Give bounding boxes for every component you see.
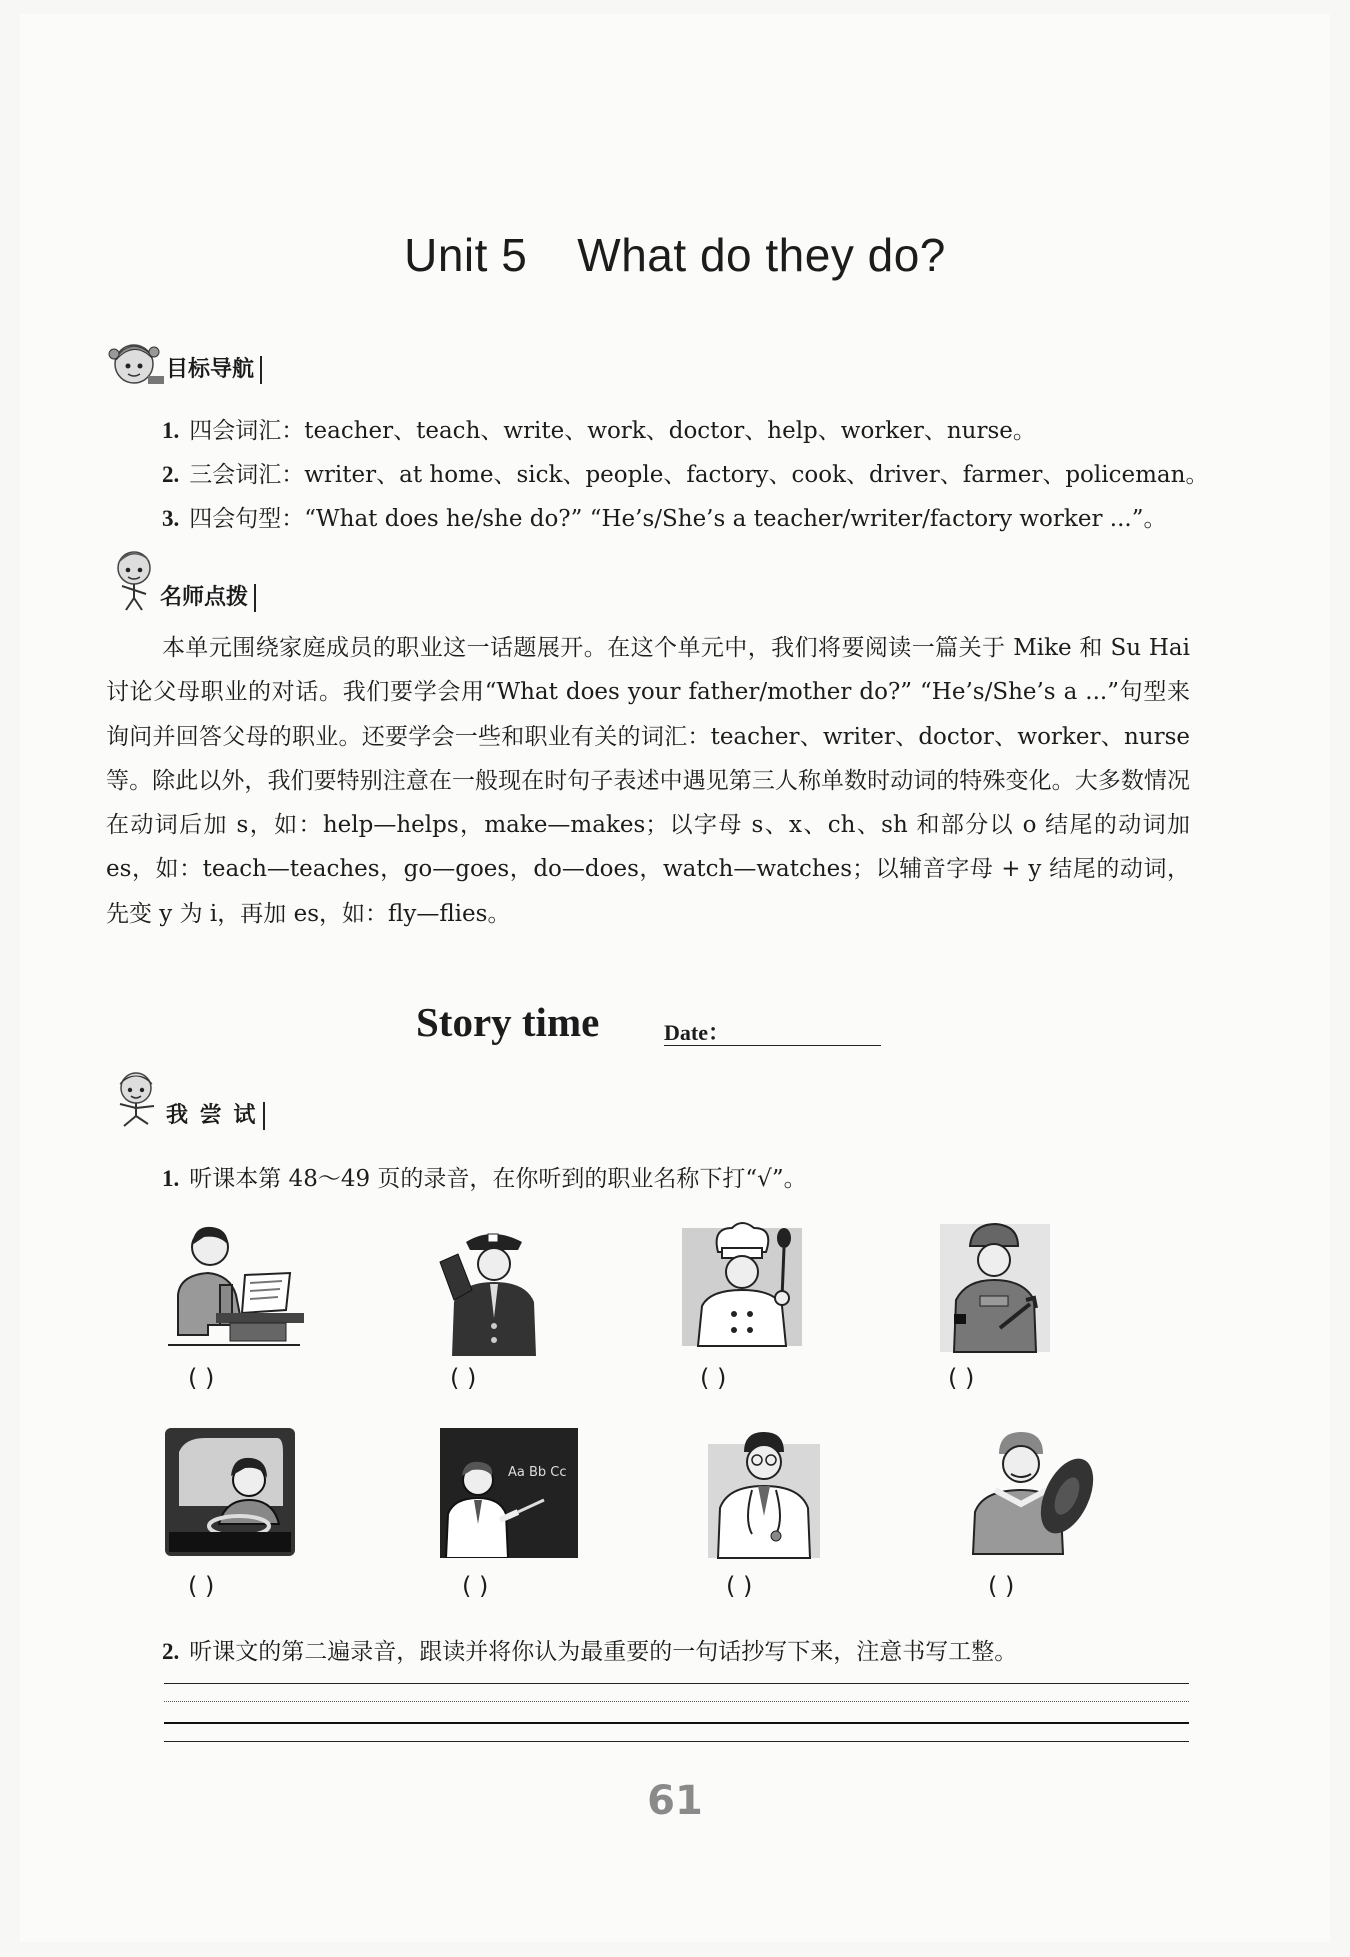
answer-paren-7[interactable]: ( ) (726, 1572, 753, 1600)
tips-heading-label: 名师点拨 (160, 584, 256, 612)
boy-mascot-icon (110, 548, 162, 612)
unit-number: Unit 5 (404, 229, 528, 281)
tips-heading (110, 548, 300, 612)
try-heading (110, 1070, 300, 1130)
tips-paragraph: 本单元围绕家庭成员的职业这一话题展开。在这个单元中，我们将要阅读一篇关于 Mike 和 Su Hai 讨论父母职业的对话。我们要学会用“What does your father/mother do?” “He’s/She’s a ...”句型来询问并回答父母的职业。还要学会一些和职业有关的词汇：teacher、writer、doctor、worker、nurse 等。除此以外，我们要特别注意在一般现在时句子表述中遇见第三人称单数时动词的特殊变化。大多数情况在动词后加 s，如：help—helps，make—makes；以字母 s、x、ch、sh 和部分以 o 结尾的动词加 es，如：teach—teaches，go—goes，do—does，watch—watches；以辅音字母 + y 结尾的动词，先变 y 为 i，再加 es，如：fly—flies。 (106, 635, 1190, 927)
writing-line-top (164, 1683, 1189, 1684)
answer-paren-1[interactable]: ( ) (188, 1364, 215, 1392)
goals-heading (108, 338, 298, 384)
unit-title (0, 228, 1350, 282)
writing-line-base (164, 1722, 1189, 1724)
answer-paren-8[interactable]: ( ) (988, 1572, 1015, 1600)
date-blank[interactable] (664, 1045, 881, 1046)
girl-runner-mascot-icon (110, 1070, 164, 1130)
story-time-title: Story time (416, 999, 600, 1045)
unit-name: What do they do? (577, 229, 946, 281)
goal-item-1: 1. 四会词汇：teacher、teach、write、work、doctor、help、worker、nurse。 (162, 418, 1036, 444)
answer-paren-3[interactable]: ( ) (700, 1364, 727, 1392)
answer-paren-5[interactable]: ( ) (188, 1572, 215, 1600)
doctor-picture (708, 1424, 820, 1564)
answer-paren-2[interactable]: ( ) (450, 1364, 477, 1392)
task-1-instruction: 1. 听课本第 48～49 页的录音，在你听到的职业名称下打“√”。 (162, 1166, 807, 1192)
date-label: Date： (664, 1020, 730, 1045)
girl-mascot-icon (108, 338, 166, 388)
policeman-picture (432, 1222, 552, 1357)
goal-item-2: 2. 三会词汇：writer、at home、sick、people、factory、cook、driver、farmer、policeman。 (162, 462, 1209, 488)
writer-picture (160, 1215, 305, 1355)
page-number: 61 (647, 1778, 703, 1824)
answer-paren-6[interactable]: ( ) (462, 1572, 489, 1600)
writing-line-bottom (164, 1741, 1189, 1742)
answer-paren-4[interactable]: ( ) (948, 1364, 975, 1392)
task-2-instruction: 2. 听课文的第二遍录音，跟读并将你认为最重要的一句话抄写下来，注意书写工整。 (162, 1639, 1018, 1665)
goal-item-3: 3. 四会句型：“What does he/she do?” “He’s/She’s a teacher/writer/factory worker ...”。 (162, 506, 1167, 532)
cook-picture (682, 1218, 802, 1353)
worker-picture (940, 1218, 1050, 1358)
try-heading-label: 我 尝 试 (166, 1102, 265, 1130)
writing-line-dotted (164, 1701, 1189, 1702)
goals-heading-label: 目标导航 (166, 356, 262, 384)
farmer-picture (965, 1424, 1099, 1560)
blackboard-text: Aa Bb Cc (508, 1465, 567, 1480)
driver-picture (165, 1428, 295, 1556)
teacher-picture (440, 1428, 578, 1558)
